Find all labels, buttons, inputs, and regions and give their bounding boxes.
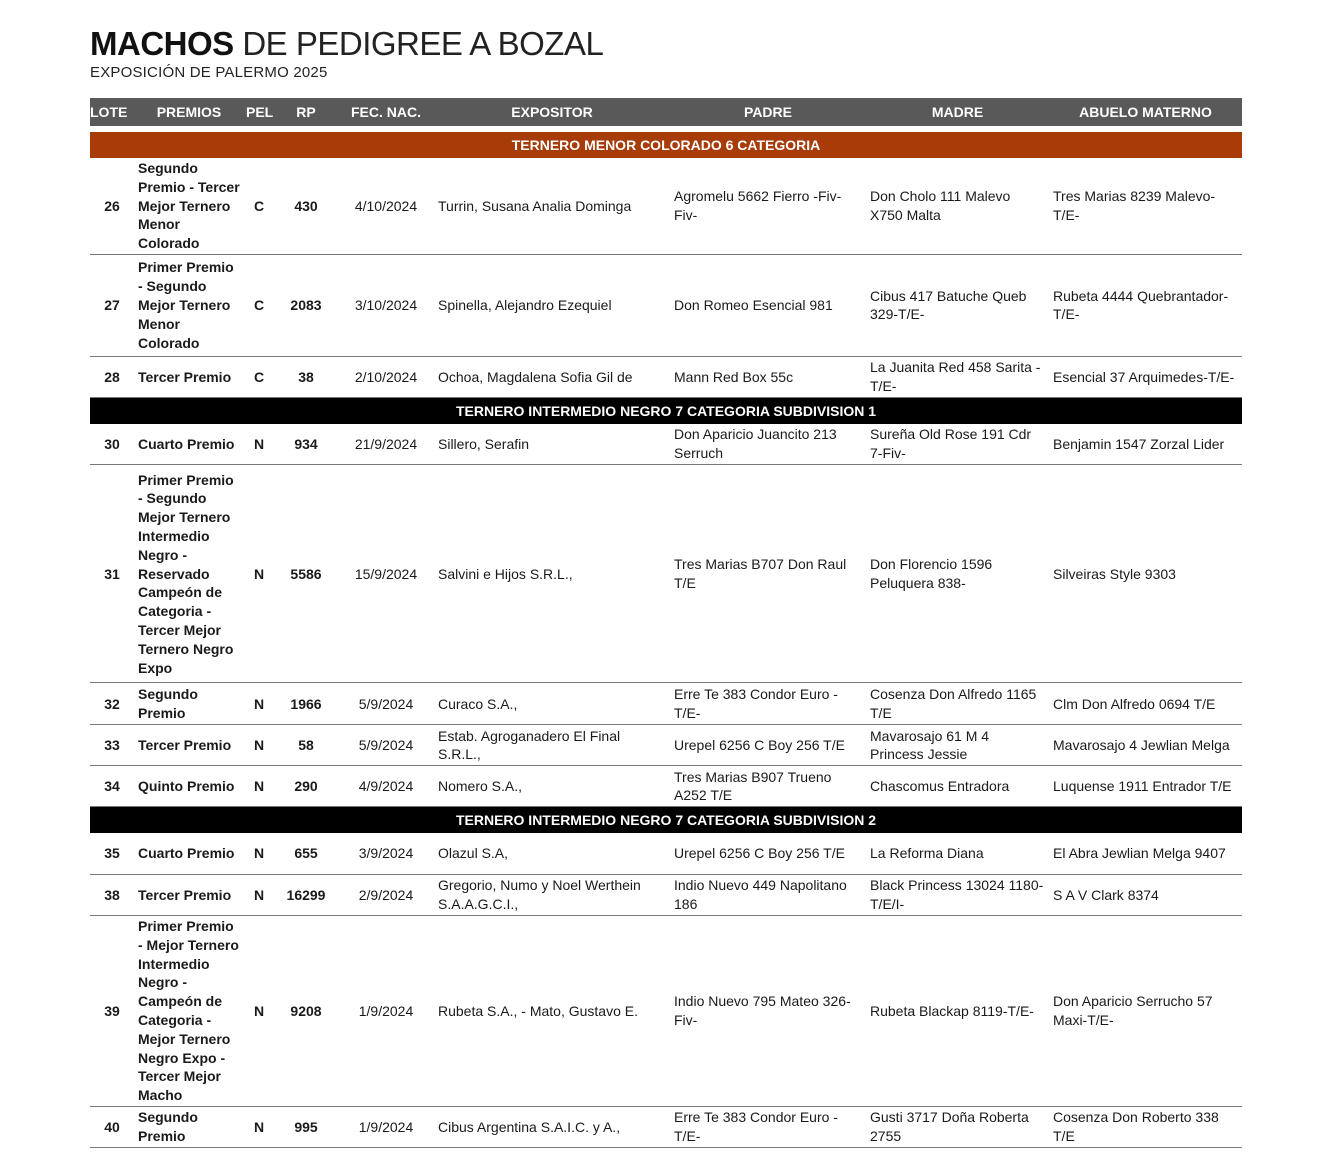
table-row — [90, 874, 1242, 915]
cell-fec-nac: 5/9/2024 — [338, 683, 434, 725]
cell-expositor: Curaco S.A., — [434, 683, 670, 725]
cell-fec-nac: 15/9/2024 — [338, 465, 434, 683]
cell-rp: 5586 — [274, 465, 338, 683]
cell-abuelo-materno: Rubeta 4444 Quebrantador-T/E- — [1049, 254, 1242, 356]
cell-abuelo-materno: Silveiras Style 9303 — [1049, 465, 1242, 683]
cell-abuelo-materno: Luquense 1911 Entrador T/E — [1049, 766, 1242, 807]
cell-madre: La Reforma Diana — [866, 833, 1049, 874]
col-header-expositor: EXPOSITOR — [434, 98, 670, 129]
cell-padre: Tres Marias B907 Trueno A252 T/E — [670, 766, 866, 807]
cell-expositor: Sillero, Serafin — [434, 424, 670, 465]
cell-premio: Cuarto Premio — [134, 424, 244, 465]
cell-madre: Gusti 3717 Doña Roberta 2755 — [866, 1106, 1049, 1147]
cell-premio: Segundo Premio — [134, 1106, 244, 1147]
cell-premio: Primer Premio - Segundo Mejor Ternero Intermedio Negro - Reservado Campeón de Categoria - Tercer Mejor Ternero Negro Expo — [134, 465, 244, 683]
cell-padre: Don Aparicio Juancito 213 Serruch — [670, 424, 866, 465]
cell-lote: 34 — [90, 766, 134, 807]
title-rest: DE PEDIGREE A BOZAL — [242, 25, 604, 62]
cell-abuelo-materno: Don Aparicio Serrucho 57 Maxi-T/E- — [1049, 915, 1242, 1106]
results-table — [90, 98, 1242, 1148]
cell-abuelo-materno: Cosenza Don Roberto 338 T/E — [1049, 1106, 1242, 1147]
table-body — [90, 129, 1242, 1147]
cell-pel: N — [244, 766, 274, 807]
cell-lote: 38 — [90, 874, 134, 915]
category-title: TERNERO INTERMEDIO NEGRO 7 CATEGORIA SUBDIVISION 2 — [90, 807, 1242, 834]
cell-expositor: Gregorio, Numo y Noel Werthein S.A.A.G.C.I., — [434, 874, 670, 915]
col-header-madre: MADRE — [866, 98, 1049, 129]
cell-rp: 9208 — [274, 915, 338, 1106]
cell-rp: 2083 — [274, 254, 338, 356]
table-row — [90, 254, 1242, 356]
cell-pel: C — [244, 356, 274, 397]
cell-padre: Erre Te 383 Condor Euro -T/E- — [670, 683, 866, 725]
cell-madre: Black Princess 13024 1180-T/E/I- — [866, 874, 1049, 915]
cell-pel: N — [244, 833, 274, 874]
cell-lote: 40 — [90, 1106, 134, 1147]
cell-pel: C — [244, 254, 274, 356]
cell-pel: C — [244, 158, 274, 254]
cell-pel: N — [244, 874, 274, 915]
table-row — [90, 683, 1242, 725]
cell-lote: 26 — [90, 158, 134, 254]
cell-pel: N — [244, 465, 274, 683]
cell-abuelo-materno: Esencial 37 Arquimedes-T/E- — [1049, 356, 1242, 397]
page-title — [90, 26, 603, 62]
cell-rp: 58 — [274, 725, 338, 766]
cell-expositor: Cibus Argentina S.A.I.C. y A., — [434, 1106, 670, 1147]
cell-lote: 28 — [90, 356, 134, 397]
cell-expositor: Salvini e Hijos S.R.L., — [434, 465, 670, 683]
cell-lote: 39 — [90, 915, 134, 1106]
cell-abuelo-materno: S A V Clark 8374 — [1049, 874, 1242, 915]
cell-fec-nac: 2/10/2024 — [338, 356, 434, 397]
cell-expositor: Spinella, Alejandro Ezequiel — [434, 254, 670, 356]
cell-madre: Don Florencio 1596 Peluquera 838- — [866, 465, 1049, 683]
cell-madre: Chascomus Entradora — [866, 766, 1049, 807]
table-row — [90, 424, 1242, 465]
cell-rp: 16299 — [274, 874, 338, 915]
cell-abuelo-materno: El Abra Jewlian Melga 9407 — [1049, 833, 1242, 874]
cell-expositor: Rubeta S.A., - Mato, Gustavo E. — [434, 915, 670, 1106]
table-header-row — [90, 98, 1242, 129]
category-title: TERNERO MENOR COLORADO 6 CATEGORIA — [90, 129, 1242, 158]
title-bold: MACHOS — [90, 25, 234, 62]
table-row — [90, 766, 1242, 807]
category-header-row — [90, 807, 1242, 834]
cell-expositor: Olazul S.A, — [434, 833, 670, 874]
cell-rp: 934 — [274, 424, 338, 465]
cell-expositor: Turrin, Susana Analia Dominga — [434, 158, 670, 254]
table-row — [90, 356, 1242, 397]
cell-fec-nac: 1/9/2024 — [338, 915, 434, 1106]
cell-premio: Segundo Premio — [134, 683, 244, 725]
cell-premio: Segundo Premio - Tercer Mejor Ternero Menor Colorado — [134, 158, 244, 254]
cell-premio: Primer Premio - Segundo Mejor Ternero Menor Colorado — [134, 254, 244, 356]
table-row — [90, 915, 1242, 1106]
col-header-premios: PREMIOS — [134, 98, 244, 129]
cell-premio: Tercer Premio — [134, 725, 244, 766]
col-header-pel: PEL — [244, 98, 274, 129]
cell-lote: 32 — [90, 683, 134, 725]
cell-rp: 430 — [274, 158, 338, 254]
cell-padre: Erre Te 383 Condor Euro -T/E- — [670, 1106, 866, 1147]
col-header-padre: PADRE — [670, 98, 866, 129]
table-row — [90, 1106, 1242, 1147]
cell-rp: 290 — [274, 766, 338, 807]
cell-fec-nac: 1/9/2024 — [338, 1106, 434, 1147]
cell-rp: 38 — [274, 356, 338, 397]
table-row — [90, 465, 1242, 683]
cell-abuelo-materno: Clm Don Alfredo 0694 T/E — [1049, 683, 1242, 725]
cell-madre: Cosenza Don Alfredo 1165 T/E — [866, 683, 1049, 725]
cell-premio: Quinto Premio — [134, 766, 244, 807]
cell-premio: Cuarto Premio — [134, 833, 244, 874]
cell-pel: N — [244, 424, 274, 465]
cell-pel: N — [244, 683, 274, 725]
cell-fec-nac: 2/9/2024 — [338, 874, 434, 915]
category-title: TERNERO INTERMEDIO NEGRO 7 CATEGORIA SUBDIVISION 1 — [90, 397, 1242, 424]
cell-padre: Urepel 6256 C Boy 256 T/E — [670, 833, 866, 874]
cell-rp: 655 — [274, 833, 338, 874]
cell-premio: Tercer Premio — [134, 874, 244, 915]
cell-pel: N — [244, 1106, 274, 1147]
cell-madre: Don Cholo 111 Malevo X750 Malta — [866, 158, 1049, 254]
cell-rp: 1966 — [274, 683, 338, 725]
cell-padre: Mann Red Box 55c — [670, 356, 866, 397]
cell-abuelo-materno: Tres Marias 8239 Malevo-T/E- — [1049, 158, 1242, 254]
col-header-lote: LOTE — [90, 98, 134, 129]
cell-fec-nac: 5/9/2024 — [338, 725, 434, 766]
cell-lote: 30 — [90, 424, 134, 465]
cell-madre: La Juanita Red 458 Sarita -T/E- — [866, 356, 1049, 397]
cell-fec-nac: 4/10/2024 — [338, 158, 434, 254]
category-header-row — [90, 129, 1242, 158]
cell-madre: Mavarosajo 61 M 4 Princess Jessie — [866, 725, 1049, 766]
cell-expositor: Ochoa, Magdalena Sofia Gil de — [434, 356, 670, 397]
table-row — [90, 833, 1242, 874]
cell-expositor: Nomero S.A., — [434, 766, 670, 807]
cell-fec-nac: 3/10/2024 — [338, 254, 434, 356]
cell-rp: 995 — [274, 1106, 338, 1147]
cell-lote: 31 — [90, 465, 134, 683]
cell-pel: N — [244, 915, 274, 1106]
category-header-row — [90, 397, 1242, 424]
cell-padre: Agromelu 5662 Fierro -Fiv-Fiv- — [670, 158, 866, 254]
cell-fec-nac: 4/9/2024 — [338, 766, 434, 807]
table-row — [90, 158, 1242, 254]
cell-abuelo-materno: Mavarosajo 4 Jewlian Melga — [1049, 725, 1242, 766]
col-header-abuelo-materno: ABUELO MATERNO — [1049, 98, 1242, 129]
cell-padre: Indio Nuevo 449 Napolitano 186 — [670, 874, 866, 915]
cell-lote: 27 — [90, 254, 134, 356]
cell-padre: Don Romeo Esencial 981 — [670, 254, 866, 356]
cell-lote: 35 — [90, 833, 134, 874]
cell-fec-nac: 3/9/2024 — [338, 833, 434, 874]
cell-padre: Urepel 6256 C Boy 256 T/E — [670, 725, 866, 766]
col-header-rp: RP — [274, 98, 338, 129]
cell-madre: Cibus 417 Batuche Queb 329-T/E- — [866, 254, 1049, 356]
table-row — [90, 725, 1242, 766]
cell-expositor: Estab. Agroganadero El Final S.R.L., — [434, 725, 670, 766]
cell-abuelo-materno: Benjamin 1547 Zorzal Lider — [1049, 424, 1242, 465]
page-subtitle: EXPOSICIÓN DE PALERMO 2025 — [90, 64, 328, 81]
col-header-fec-nac: FEC. NAC. — [338, 98, 434, 129]
cell-lote: 33 — [90, 725, 134, 766]
cell-premio: Tercer Premio — [134, 356, 244, 397]
cell-madre: Rubeta Blackap 8119-T/E- — [866, 915, 1049, 1106]
cell-premio: Primer Premio - Mejor Ternero Intermedio Negro - Campeón de Categoria - Mejor Ternero Negro Expo - Tercer Mejor Macho — [134, 915, 244, 1106]
cell-padre: Tres Marias B707 Don Raul T/E — [670, 465, 866, 683]
cell-madre: Sureña Old Rose 191 Cdr 7-Fiv- — [866, 424, 1049, 465]
cell-padre: Indio Nuevo 795 Mateo 326-Fiv- — [670, 915, 866, 1106]
page-header — [90, 26, 603, 81]
cell-fec-nac: 21/9/2024 — [338, 424, 434, 465]
cell-pel: N — [244, 725, 274, 766]
